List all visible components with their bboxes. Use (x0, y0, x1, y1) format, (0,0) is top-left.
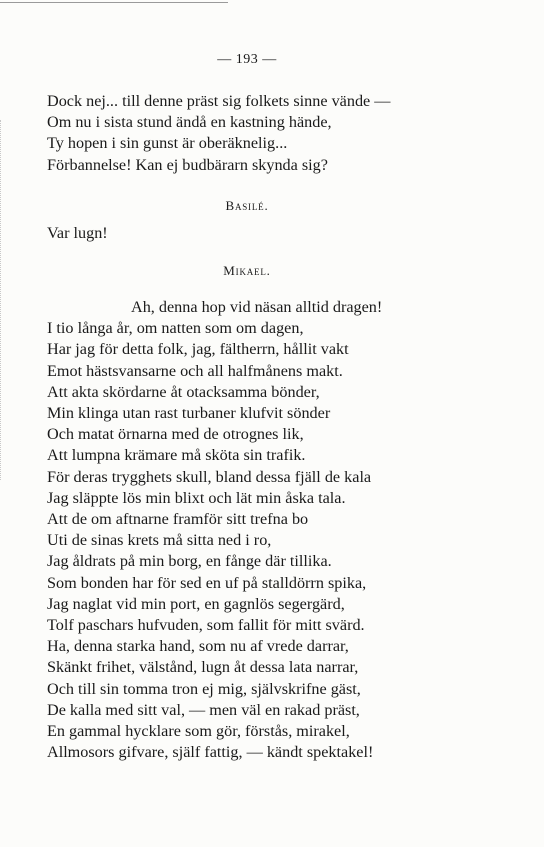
verse-line: Förbannelse! Kan ej budbärarn skynda sig? (47, 155, 328, 174)
verse-line: Och till sin tomma tron ej mig, självskrifne gäst, (47, 679, 361, 698)
verse-line: Ha, denna starka hand, som nu af vrede darrar, (47, 637, 349, 656)
verse-line: Jag släppte lös min blixt och lät min åska tala. (47, 488, 346, 507)
verse-line: Uti de sinas krets må sitta ned i ro, (47, 531, 272, 550)
verse-line: Att lumpna krämare må sköta sin trafik. (47, 446, 306, 465)
verse-line: De kalla med sitt val, — men väl en rakad präst, (47, 700, 360, 719)
verse-line: Tolf paschars hufvuden, som fallit för mitt svärd. (47, 616, 365, 635)
verse-line: Var lugn! (47, 224, 108, 242)
basile-speech (47, 223, 447, 244)
verse-line: Har jag för detta folk, jag, fältherrn, hållit vakt (47, 340, 349, 359)
verse-line: Min klinga utan rast turbaner klufvit sönder (47, 404, 331, 423)
verse-line: Jag naglat vid min port, en gagnlös segergärd, (47, 594, 345, 613)
verse-line: Om nu i sista stund ändå en kastning hände, (47, 113, 332, 132)
verse-line: Att akta skördarne åt otacksamma bönder, (47, 382, 320, 401)
verse-line: För deras trygghets skull, bland dessa fjäll de kala (47, 467, 372, 486)
verse-line: I tio långa år, om natten som om dagen, (47, 319, 304, 338)
page-number: — 193 — (217, 52, 277, 67)
verse-line: Ah, denna hop vid näsan alltid dragen! (131, 298, 383, 316)
verse-line: Allmosors gifvare, själf fattig, — kändt spektakel! (47, 743, 374, 762)
verse-line: Skänkt frihet, välstånd, lugn åt dessa lata narrar, (47, 658, 359, 677)
verse-line: Emot hästsvansarne och all halfmånens makt. (47, 361, 343, 380)
top-rule (0, 2, 228, 3)
verse-line: Att de om aftnarne framför sitt trefna bo (47, 510, 309, 529)
verse-line: En gammal hycklare som gör, förstås, mirakel, (47, 722, 350, 741)
speaker-basile: Basilé. (225, 198, 269, 213)
verse-line: Ty hopen i sin gunst är oberäknelig... (47, 134, 288, 153)
verse-line: Dock nej... till denne präst sig folkets sinne vände — (47, 92, 391, 110)
verse-line: Och matat örnarna med de otrognes lik, (47, 425, 304, 444)
verse-line: Jag åldrats på min borg, en fånge där tillika. (47, 552, 332, 571)
stanza-2 (47, 297, 447, 763)
verse-line: Som bonden har för sed en uf på stalldörrn spika, (47, 573, 367, 592)
speaker-mikael: Mikael. (223, 263, 271, 278)
stanza-1 (47, 91, 447, 176)
page-edge (0, 120, 1, 480)
